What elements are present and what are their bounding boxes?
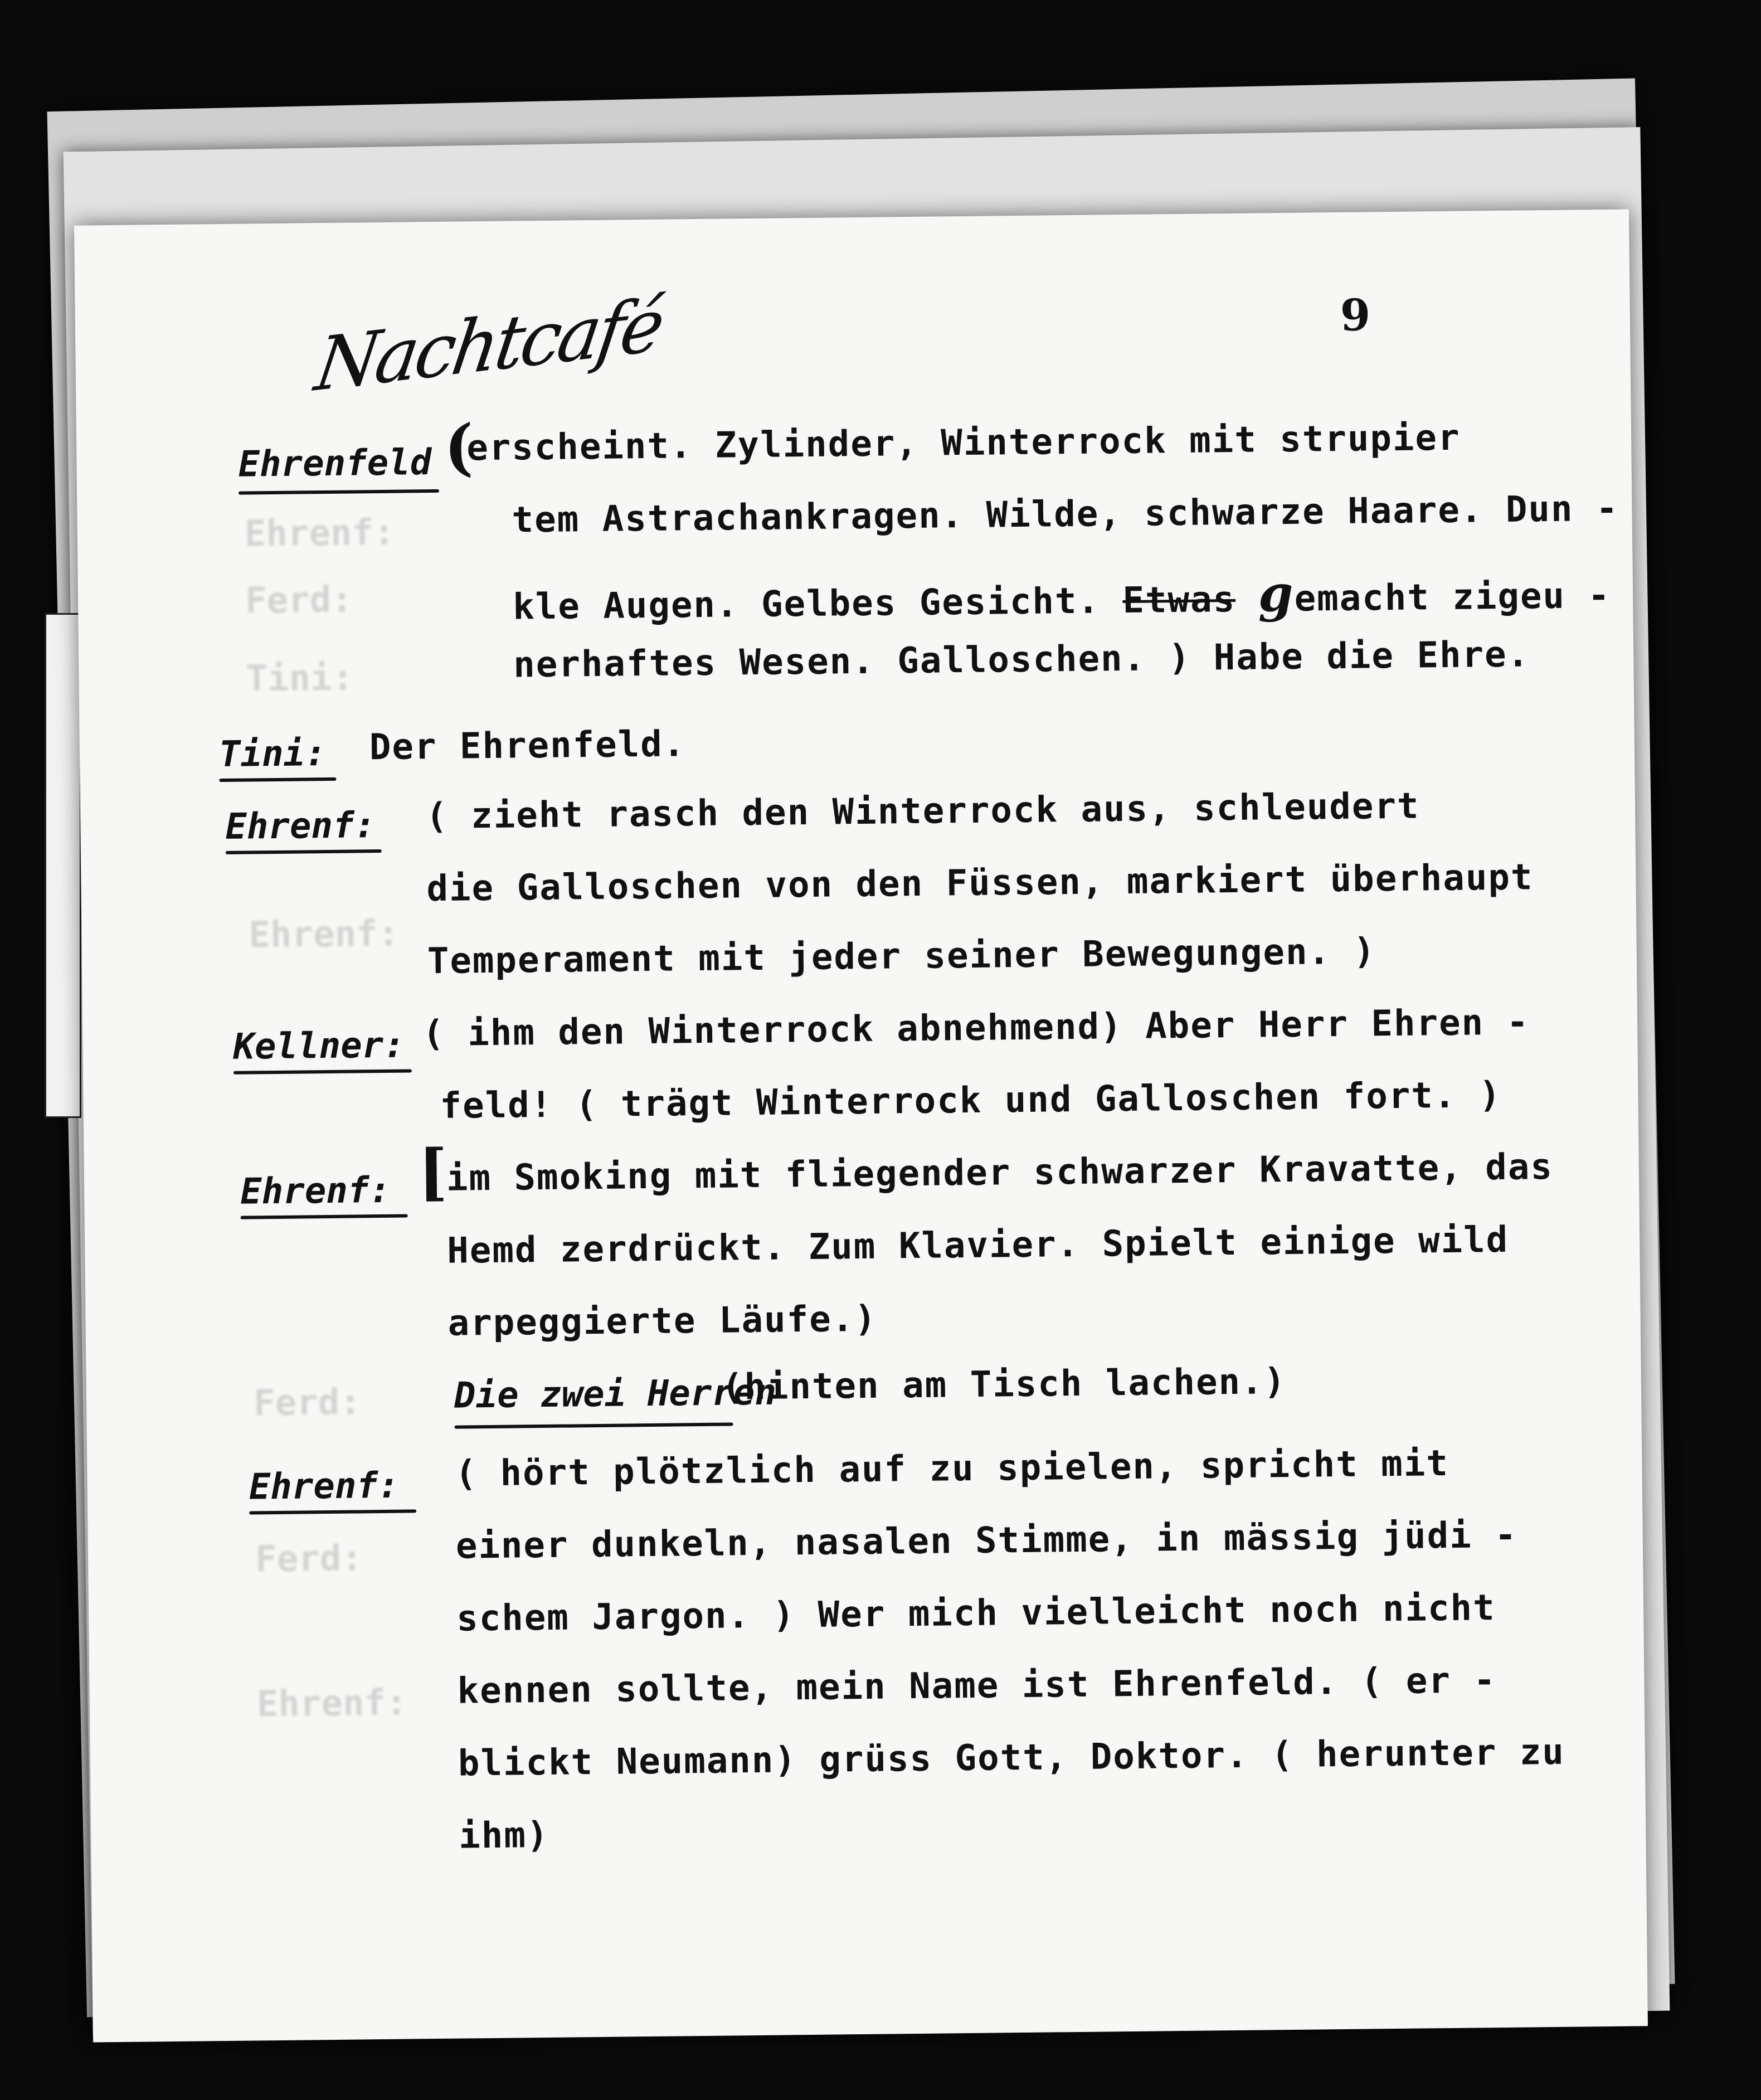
ghost-line: Tini: [246,657,354,700]
speaker-label: Die zwei Herren [454,1372,777,1417]
script-line: (hinten am Tisch lachen.) [721,1361,1287,1408]
script-line [513,561,1611,631]
page-number: 9 [1340,290,1371,341]
script-line-part: emacht zigeu - [1294,575,1611,620]
speaker-label: Ehrenf: [225,805,376,848]
script-line: tem Astrachankragen. Wilde, schwarze Haare. Dun - [512,488,1619,541]
script-line: nerhaftes Wesen. Galloschen. ) Habe die Ehre. [513,634,1530,686]
handwritten-title: Nachtcafé [310,281,667,409]
binding-tab [45,613,81,1118]
script-line: ( zieht rasch den Winterrock aus, schleudert [425,785,1420,838]
script-line: Temperament mit jeder seiner Bewegungen. ) [427,931,1376,983]
script-line: kennen sollte, mein Name ist Ehrenfeld. ( er - [457,1660,1497,1712]
script-line: ( hört plötzlich auf zu spielen, spricht mit [455,1442,1449,1495]
script-line-part: kle Augen. Gelbes Gesicht. [512,580,1123,628]
handwritten-correction: g [1258,563,1295,624]
ghost-line: Ferd: [245,579,353,622]
ghost-line: Ferd: [255,1538,363,1581]
script-line: ihm) [458,1814,549,1857]
script-line: schem Jargon. ) Wer mich vielleicht noch nicht [456,1587,1496,1640]
bracket: [ [418,1135,448,1208]
script-line: feld! ( trägt Winterrock und Galloschen fort. ) [440,1074,1502,1127]
ghost-line: Ehrenf: [248,913,400,956]
script-line: im Smoking mit fliegender schwarzer Kravatte, das [446,1146,1554,1199]
ghost-line: Ehrenf: [244,512,395,555]
script-line: Der Ehrenfeld. [369,723,686,769]
speaker-label: Ehrenfeld [238,442,432,485]
bracket: ( [444,411,474,483]
speaker-label: Ehrenf: [249,1465,400,1508]
script-line: erscheint. Zylinder, Winterrock mit strupier [466,417,1461,469]
ghost-line: Ehrenf: [256,1682,407,1725]
script-line: einer dunkeln, nasalen Stimme, in mässig jüdi - [455,1514,1518,1567]
speaker-label: Tini: [218,733,327,776]
typescript-page [74,209,1648,2042]
script-line: ( ihm den Winterrock abnehmend) Aber Herr Ehren - [422,1002,1530,1055]
script-line: Hemd zerdrückt. Zum Klavier. Spielt einige wild [446,1219,1509,1272]
ghost-line: Ferd: [253,1382,362,1425]
speaker-label: Kellner: [233,1024,406,1068]
script-line: die Galloschen von den Füssen, markiert überhaupt [426,857,1534,910]
script-line: arpeggierte Läufe.) [447,1298,878,1344]
struck-word: Etwas [1122,579,1236,622]
script-line: blickt Neumann) grüss Gott, Doktor. ( herunter zu [458,1731,1565,1785]
speaker-label: Ehrenf: [240,1169,391,1213]
